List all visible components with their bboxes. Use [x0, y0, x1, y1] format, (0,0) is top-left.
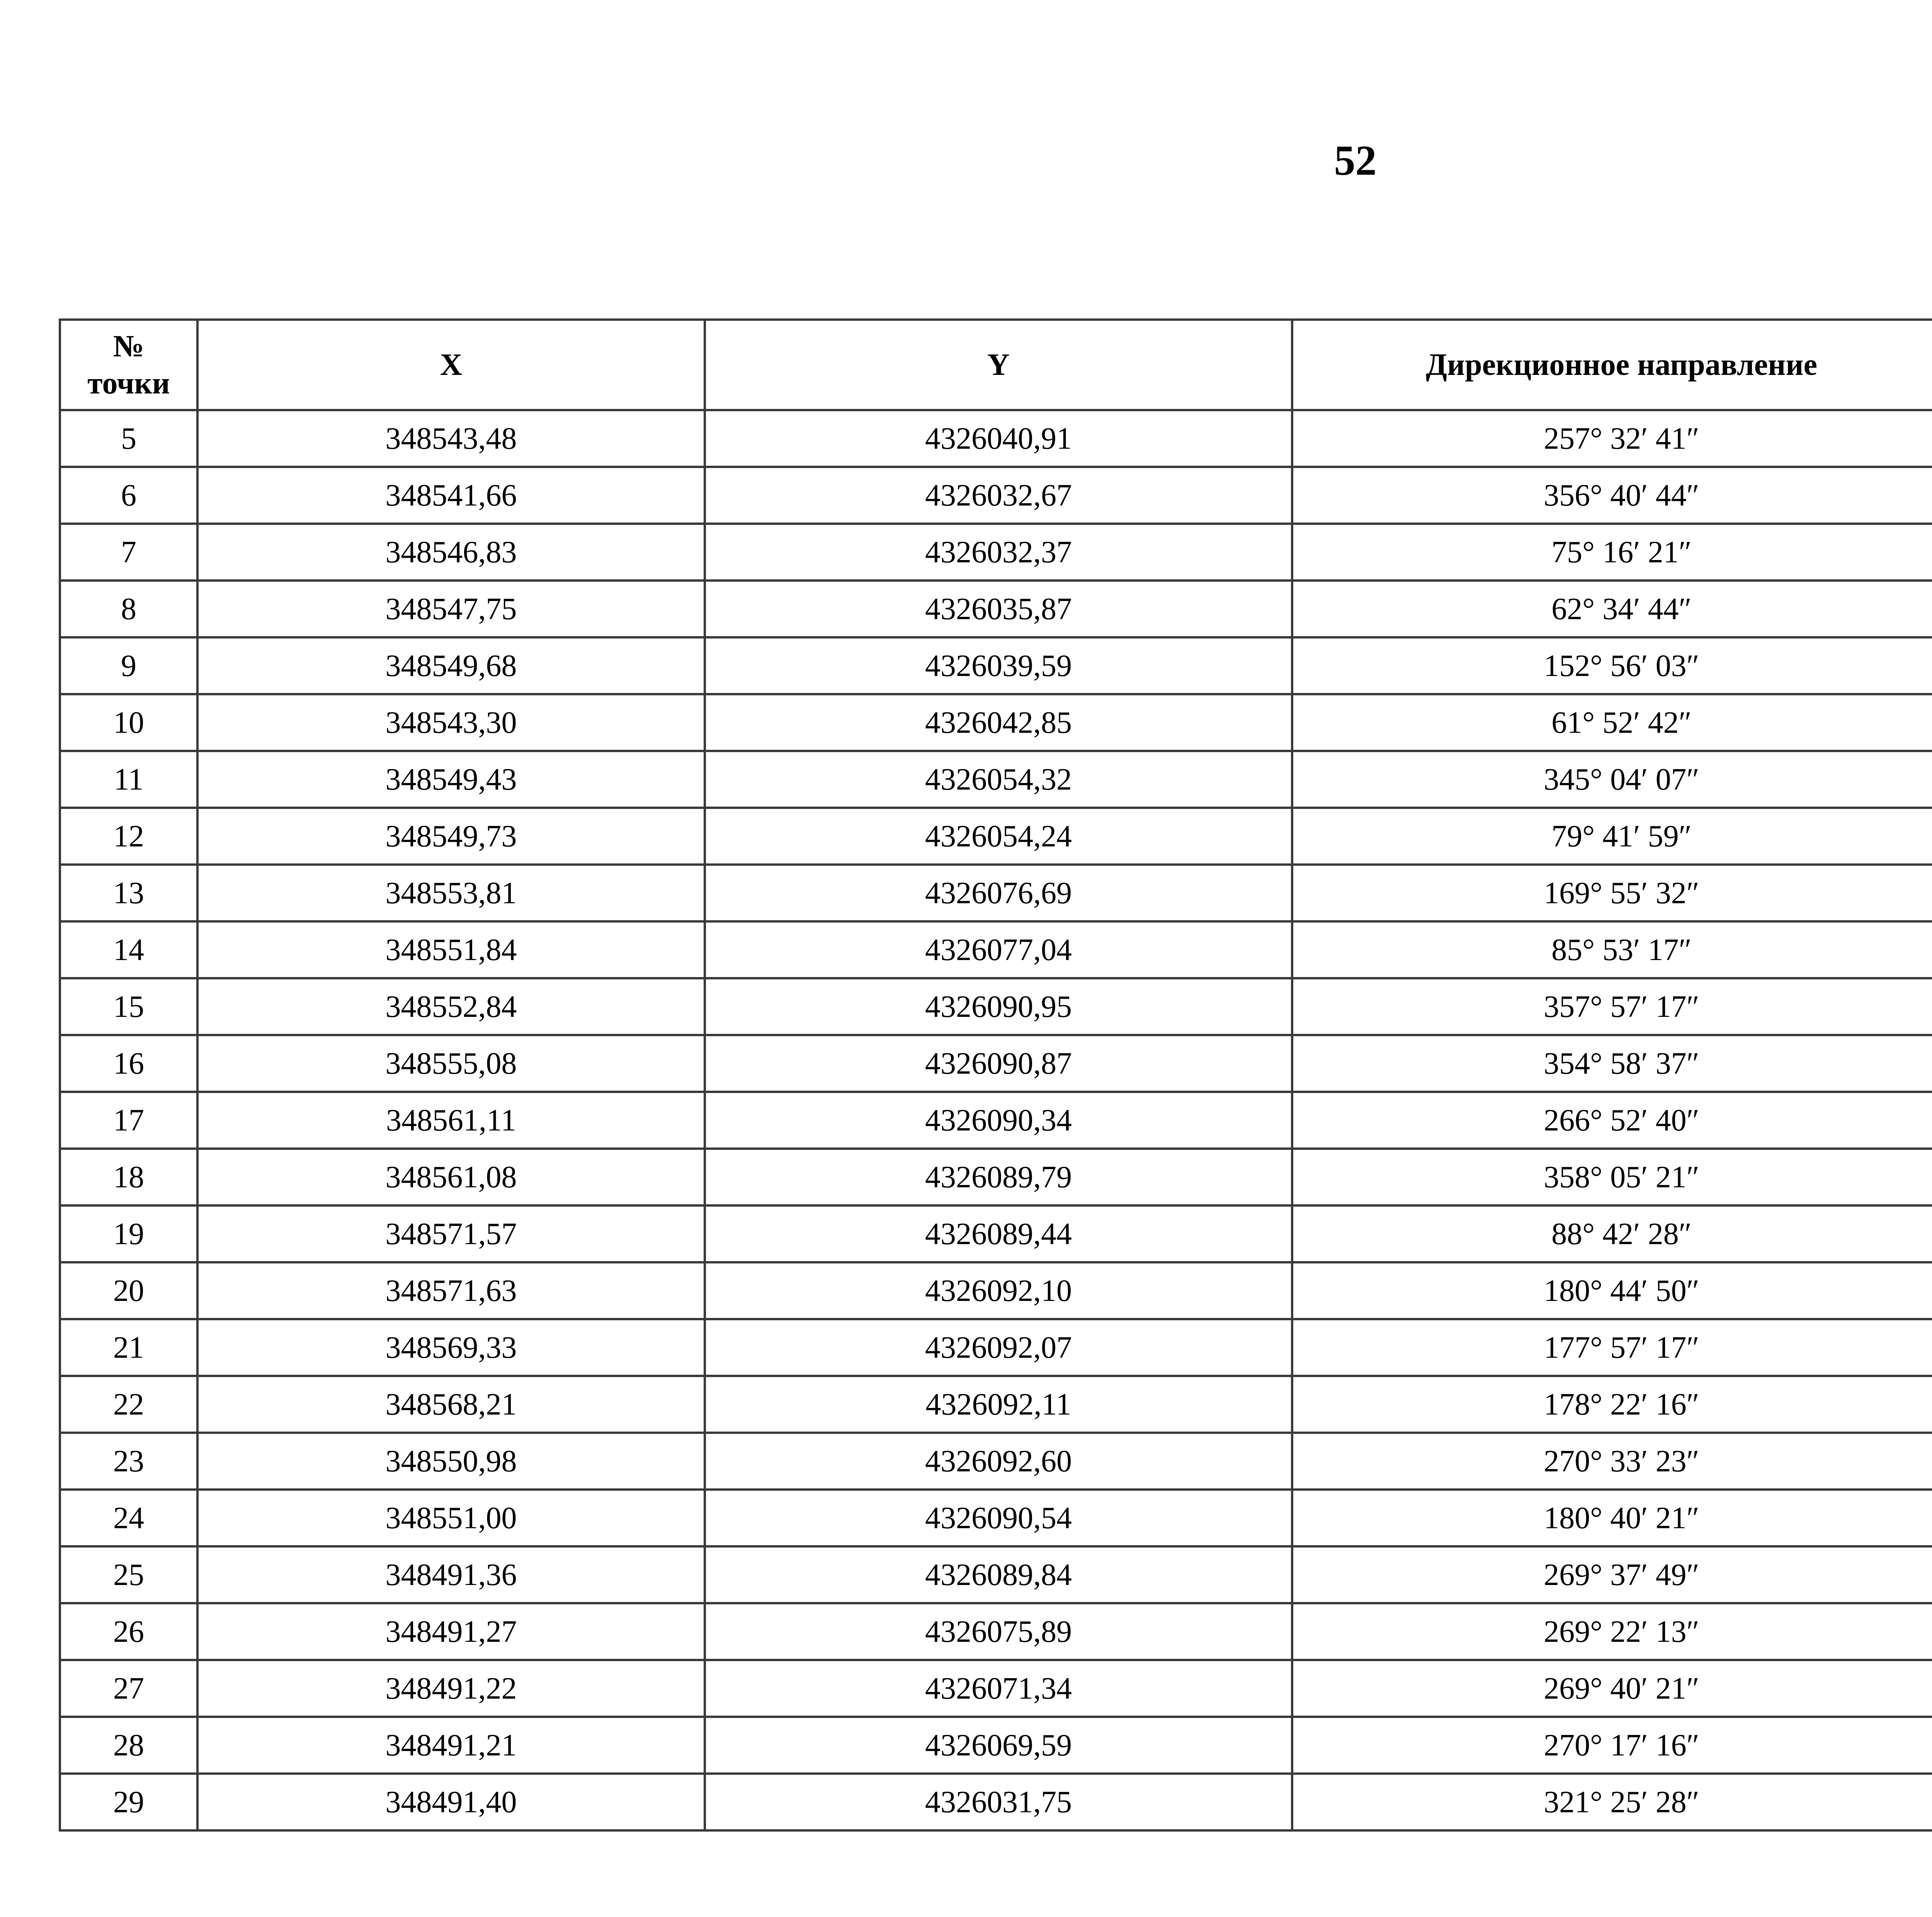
cell-direction: 269° 22′ 13″ — [1292, 1603, 1932, 1660]
header-x: X — [197, 320, 705, 410]
header-point-number — [60, 320, 197, 410]
table-row — [60, 410, 1932, 467]
cell-direction: 152° 56′ 03″ — [1292, 637, 1932, 694]
cell-x: 348549,68 — [197, 637, 705, 694]
cell-y: 4326039,59 — [705, 637, 1292, 694]
table-row — [60, 1035, 1932, 1092]
table-row — [60, 1603, 1932, 1660]
cell-x: 348549,73 — [197, 808, 705, 865]
header-row — [60, 320, 1932, 410]
cell-direction: 61° 52′ 42″ — [1292, 694, 1932, 751]
cell-x: 348491,21 — [197, 1717, 705, 1774]
table-header — [60, 320, 1932, 410]
cell-point-number: 25 — [60, 1546, 197, 1603]
cell-point-number: 16 — [60, 1035, 197, 1092]
cell-point-number: 9 — [60, 637, 197, 694]
cell-y: 4326075,89 — [705, 1603, 1292, 1660]
table-row — [60, 581, 1932, 637]
cell-direction: 354° 58′ 37″ — [1292, 1035, 1932, 1092]
cell-point-number: 8 — [60, 581, 197, 637]
cell-x: 348553,81 — [197, 865, 705, 921]
cell-x: 348550,98 — [197, 1433, 705, 1490]
cell-direction: 75° 16′ 21″ — [1292, 524, 1932, 581]
cell-point-number: 14 — [60, 921, 197, 978]
cell-x: 348491,40 — [197, 1774, 705, 1830]
cell-x: 348551,84 — [197, 921, 705, 978]
cell-x: 348561,08 — [197, 1149, 705, 1205]
cell-x: 348541,66 — [197, 467, 705, 524]
table-row — [60, 524, 1932, 581]
cell-direction: 178° 22′ 16″ — [1292, 1376, 1932, 1433]
cell-direction: 266° 52′ 40″ — [1292, 1092, 1932, 1149]
cell-y: 4326032,67 — [705, 467, 1292, 524]
page-number: 52 — [1334, 137, 1377, 184]
cell-y: 4326077,04 — [705, 921, 1292, 978]
cell-point-number: 27 — [60, 1660, 197, 1717]
cell-point-number: 15 — [60, 978, 197, 1035]
cell-direction: 85° 53′ 17″ — [1292, 921, 1932, 978]
cell-direction: 79° 41′ 59″ — [1292, 808, 1932, 865]
cell-point-number: 29 — [60, 1774, 197, 1830]
cell-y: 4326076,69 — [705, 865, 1292, 921]
cell-x: 348569,33 — [197, 1319, 705, 1376]
table-row — [60, 921, 1932, 978]
cell-y: 4326090,34 — [705, 1092, 1292, 1149]
table-row — [60, 751, 1932, 808]
cell-y: 4326089,79 — [705, 1149, 1292, 1205]
cell-point-number: 12 — [60, 808, 197, 865]
cell-x: 348571,57 — [197, 1205, 705, 1262]
cell-x: 348561,11 — [197, 1092, 705, 1149]
table-row — [60, 1490, 1932, 1546]
cell-y: 4326089,84 — [705, 1546, 1292, 1603]
cell-direction: 356° 40′ 44″ — [1292, 467, 1932, 524]
cell-x: 348547,75 — [197, 581, 705, 637]
cell-point-number: 26 — [60, 1603, 197, 1660]
cell-point-number: 19 — [60, 1205, 197, 1262]
coordinates-table — [59, 318, 1932, 1832]
cell-y: 4326069,59 — [705, 1717, 1292, 1774]
cell-point-number: 18 — [60, 1149, 197, 1205]
cell-x: 348491,22 — [197, 1660, 705, 1717]
cell-y: 4326071,34 — [705, 1660, 1292, 1717]
table-row — [60, 1205, 1932, 1262]
cell-x: 348546,83 — [197, 524, 705, 581]
cell-x: 348551,00 — [197, 1490, 705, 1546]
cell-point-number: 20 — [60, 1262, 197, 1319]
cell-y: 4326032,37 — [705, 524, 1292, 581]
header-y: Y — [705, 320, 1292, 410]
table-body — [60, 410, 1932, 1830]
cell-point-number: 17 — [60, 1092, 197, 1149]
cell-point-number: 28 — [60, 1717, 197, 1774]
cell-y: 4326092,07 — [705, 1319, 1292, 1376]
cell-direction: 345° 04′ 07″ — [1292, 751, 1932, 808]
table-row — [60, 1262, 1932, 1319]
table-row — [60, 1319, 1932, 1376]
cell-y: 4326054,24 — [705, 808, 1292, 865]
cell-x: 348571,63 — [197, 1262, 705, 1319]
cell-direction: 177° 57′ 17″ — [1292, 1319, 1932, 1376]
table-row — [60, 1092, 1932, 1149]
cell-point-number: 6 — [60, 467, 197, 524]
cell-y: 4326092,10 — [705, 1262, 1292, 1319]
cell-y: 4326089,44 — [705, 1205, 1292, 1262]
cell-direction: 270° 33′ 23″ — [1292, 1433, 1932, 1490]
header-point-number-symbol: № — [113, 329, 145, 363]
table-row — [60, 637, 1932, 694]
header-direction: Дирекционное направление — [1292, 320, 1932, 410]
cell-point-number: 22 — [60, 1376, 197, 1433]
table-row — [60, 978, 1932, 1035]
cell-direction: 358° 05′ 21″ — [1292, 1149, 1932, 1205]
cell-y: 4326090,87 — [705, 1035, 1292, 1092]
cell-point-number: 7 — [60, 524, 197, 581]
cell-point-number: 23 — [60, 1433, 197, 1490]
table-row — [60, 1433, 1932, 1490]
cell-point-number: 10 — [60, 694, 197, 751]
cell-y: 4326054,32 — [705, 751, 1292, 808]
cell-x: 348491,36 — [197, 1546, 705, 1603]
table-row — [60, 1376, 1932, 1433]
table-row — [60, 1149, 1932, 1205]
cell-x: 348568,21 — [197, 1376, 705, 1433]
cell-x: 348549,43 — [197, 751, 705, 808]
cell-direction: 180° 40′ 21″ — [1292, 1490, 1932, 1546]
cell-y: 4326042,85 — [705, 694, 1292, 751]
cell-y: 4326035,87 — [705, 581, 1292, 637]
cell-direction: 180° 44′ 50″ — [1292, 1262, 1932, 1319]
header-point-number-label: точки — [87, 366, 170, 400]
table-row — [60, 808, 1932, 865]
cell-direction: 88° 42′ 28″ — [1292, 1205, 1932, 1262]
table-row — [60, 1774, 1932, 1830]
cell-x: 348491,27 — [197, 1603, 705, 1660]
cell-direction: 321° 25′ 28″ — [1292, 1774, 1932, 1830]
cell-point-number: 24 — [60, 1490, 197, 1546]
table-row — [60, 865, 1932, 921]
cell-y: 4326031,75 — [705, 1774, 1292, 1830]
cell-point-number: 21 — [60, 1319, 197, 1376]
cell-direction: 269° 40′ 21″ — [1292, 1660, 1932, 1717]
cell-direction: 269° 37′ 49″ — [1292, 1546, 1932, 1603]
cell-point-number: 5 — [60, 410, 197, 467]
table-row — [60, 1660, 1932, 1717]
cell-x: 348543,48 — [197, 410, 705, 467]
cell-point-number: 13 — [60, 865, 197, 921]
cell-direction: 169° 55′ 32″ — [1292, 865, 1932, 921]
cell-direction: 357° 57′ 17″ — [1292, 978, 1932, 1035]
table-row — [60, 1717, 1932, 1774]
cell-y: 4326090,54 — [705, 1490, 1292, 1546]
cell-x: 348552,84 — [197, 978, 705, 1035]
table-row — [60, 694, 1932, 751]
cell-point-number: 11 — [60, 751, 197, 808]
cell-direction: 62° 34′ 44″ — [1292, 581, 1932, 637]
cell-direction: 270° 17′ 16″ — [1292, 1717, 1932, 1774]
cell-x: 348543,30 — [197, 694, 705, 751]
cell-y: 4326092,60 — [705, 1433, 1292, 1490]
table-row — [60, 467, 1932, 524]
table-row — [60, 1546, 1932, 1603]
cell-y: 4326090,95 — [705, 978, 1292, 1035]
cell-direction: 257° 32′ 41″ — [1292, 410, 1932, 467]
cell-y: 4326040,91 — [705, 410, 1292, 467]
cell-x: 348555,08 — [197, 1035, 705, 1092]
cell-y: 4326092,11 — [705, 1376, 1292, 1433]
